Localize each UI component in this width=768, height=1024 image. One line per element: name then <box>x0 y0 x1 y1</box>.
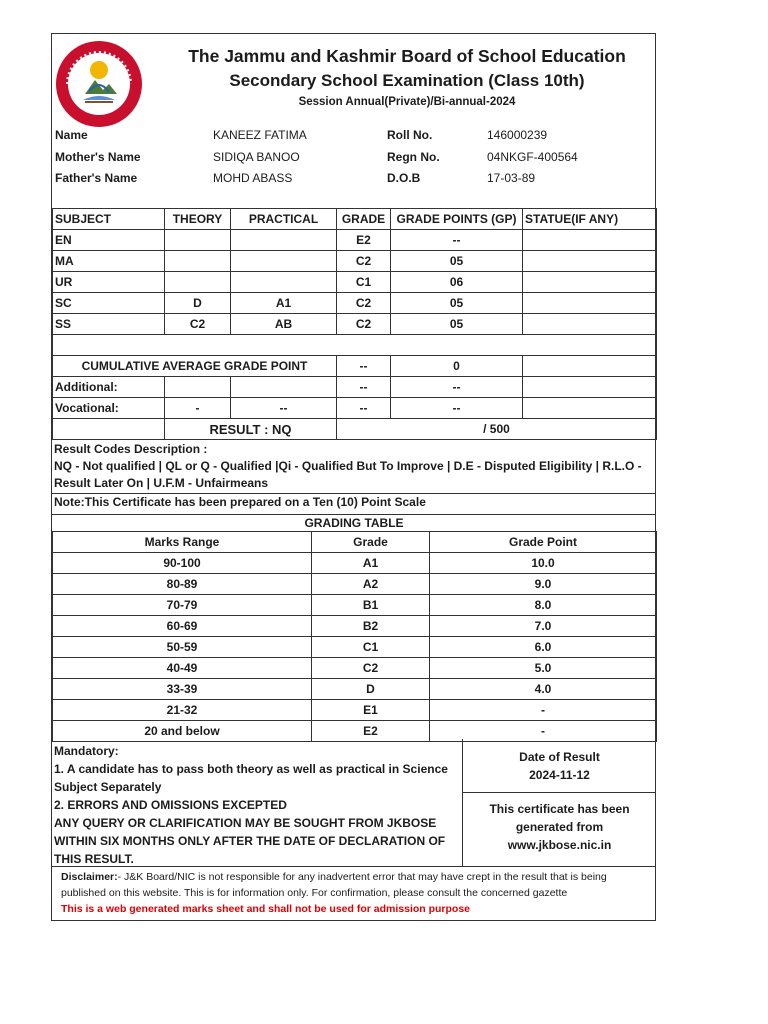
grade-points-cell: 05 <box>391 251 523 272</box>
grade-cell: A2 <box>312 574 430 595</box>
header-status: STATUE(IF ANY) <box>523 209 657 230</box>
mandatory-line4: ANY QUERY OR CLARIFICATION MAY BE SOUGHT FROM JKBOSE <box>54 816 437 830</box>
spacer-row <box>53 335 657 356</box>
marks-range-cell: 21-32 <box>53 700 312 721</box>
point-scale-note: Note:This Certificate has been prepared on a Ten (10) Point Scale <box>52 494 656 515</box>
date-of-result-label: Date of Result <box>519 750 600 764</box>
practical-cell <box>231 251 337 272</box>
regn-value: 04NKGF-400564 <box>487 150 578 164</box>
session-title: Session Annual(Private)/Bi-annual-2024 <box>298 96 516 108</box>
grade-cell: E2 <box>312 721 430 742</box>
result-empty-cell <box>53 419 165 440</box>
disclaimer-section <box>52 866 656 921</box>
status-cell <box>523 251 657 272</box>
grading-table-title: GRADING TABLE <box>304 516 404 530</box>
table-row <box>53 314 657 335</box>
grade-point-cell: 6.0 <box>430 637 657 658</box>
mother-label: Mother's Name <box>55 150 141 164</box>
grade-point-cell: - <box>430 721 657 742</box>
name-value: KANEEZ FATIMA <box>213 128 307 142</box>
grade-cell: C1 <box>312 637 430 658</box>
grade-cell: C2 <box>337 251 391 272</box>
mandatory-title: Mandatory: <box>54 744 119 758</box>
table-row <box>53 595 657 616</box>
table-row <box>53 637 657 658</box>
grade-cell: C2 <box>337 293 391 314</box>
header-grade: Grade <box>312 532 430 553</box>
table-row <box>53 658 657 679</box>
table-row <box>53 616 657 637</box>
table-row <box>53 700 657 721</box>
grade-point-cell: 7.0 <box>430 616 657 637</box>
grade-cell: B1 <box>312 595 430 616</box>
vocational-status <box>523 398 657 419</box>
header-grade-point: Grade Point <box>430 532 657 553</box>
mandatory-line5: WITHIN SIX MONTHS ONLY AFTER THE DATE OF DECLARATION OF <box>54 834 446 848</box>
generated-website: www.jkbose.nic.in <box>507 838 612 852</box>
additional-status <box>523 377 657 398</box>
marks-range-cell: 80-89 <box>53 574 312 595</box>
additional-label: Additional: <box>53 377 165 398</box>
additional-practical <box>231 377 337 398</box>
date-of-result-box <box>462 739 656 793</box>
vocational-row <box>53 398 657 419</box>
father-value: MOHD ABASS <box>213 171 293 185</box>
dob-value: 17-03-89 <box>487 171 536 185</box>
subject-cell: SC <box>53 293 165 314</box>
grade-cell: C1 <box>337 272 391 293</box>
exam-title: Secondary School Examination (Class 10th) <box>229 71 585 90</box>
vocational-label: Vocational: <box>53 398 165 419</box>
theory-cell: D <box>165 293 231 314</box>
grading-header-row <box>53 532 657 553</box>
cagp-value: 0 <box>391 356 523 377</box>
additional-row <box>53 377 657 398</box>
disclaimer-line1: - J&K Board/NIC is not responsible for any inadvertent error that may have crept in the result that is being <box>117 871 607 883</box>
marks-table <box>52 208 657 440</box>
vocational-grade: -- <box>337 398 391 419</box>
result-codes-line2: Result Later On | U.F.M - Unfairmeans <box>54 476 269 490</box>
subject-cell: MA <box>53 251 165 272</box>
mandatory-line2: Subject Separately <box>54 780 162 794</box>
theory-cell <box>165 272 231 293</box>
father-label: Father's Name <box>55 171 138 185</box>
table-row <box>53 293 657 314</box>
practical-cell: A1 <box>231 293 337 314</box>
vocational-theory: - <box>165 398 231 419</box>
grade-points-cell: 05 <box>391 293 523 314</box>
result-total: / 500 <box>337 419 657 440</box>
grade-cell: A1 <box>312 553 430 574</box>
header-grade-points: GRADE POINTS (GP) <box>391 209 523 230</box>
practical-cell <box>231 230 337 251</box>
cagp-label: CUMULATIVE AVERAGE GRADE POINT <box>53 356 337 377</box>
result-codes-section <box>52 438 656 494</box>
subject-cell: SS <box>53 314 165 335</box>
header-grade: GRADE <box>337 209 391 230</box>
result-codes-title: Result Codes Description : <box>54 442 208 456</box>
marks-range-cell: 50-59 <box>53 637 312 658</box>
additional-grade: -- <box>337 377 391 398</box>
marks-range-cell: 40-49 <box>53 658 312 679</box>
generated-from-box <box>462 793 656 866</box>
table-row <box>53 679 657 700</box>
table-row <box>53 251 657 272</box>
dob-label: D.O.B <box>387 171 421 185</box>
grade-point-cell: 9.0 <box>430 574 657 595</box>
mandatory-line3: 2. ERRORS AND OMISSIONS EXCEPTED <box>54 798 287 812</box>
generated-line1: This certificate has been <box>489 802 630 816</box>
marks-range-cell: 90-100 <box>53 553 312 574</box>
result-codes-line1: NQ - Not qualified | QL or Q - Qualified |Qi - Qualified But To Improve | D.E - Disputed Eligibility | R.L.O - <box>54 459 642 473</box>
grading-table <box>52 531 657 742</box>
admission-warning: This is a web generated marks sheet and shall not be used for admission purpose <box>61 903 471 915</box>
board-title: The Jammu and Kashmir Board of School Education <box>188 46 626 66</box>
generated-line2: generated from <box>515 820 604 834</box>
status-cell <box>523 293 657 314</box>
grade-point-cell: 10.0 <box>430 553 657 574</box>
header-marks-range: Marks Range <box>53 532 312 553</box>
marks-range-cell: 70-79 <box>53 595 312 616</box>
status-cell <box>523 230 657 251</box>
cagp-status <box>523 356 657 377</box>
roll-value: 146000239 <box>487 128 548 142</box>
status-cell <box>523 272 657 293</box>
roll-label: Roll No. <box>387 128 433 142</box>
mandatory-line6: THIS RESULT. <box>54 852 134 866</box>
grade-points-cell: -- <box>391 230 523 251</box>
result-row <box>53 419 657 440</box>
vocational-practical: -- <box>231 398 337 419</box>
marks-header-row <box>53 209 657 230</box>
marks-range-cell: 60-69 <box>53 616 312 637</box>
vocational-gp: -- <box>391 398 523 419</box>
marks-range-cell: 20 and below <box>53 721 312 742</box>
mother-value: SIDIQA BANOO <box>213 150 300 164</box>
grade-cell: E1 <box>312 700 430 721</box>
result-status: RESULT : NQ <box>165 419 337 440</box>
additional-gp: -- <box>391 377 523 398</box>
header-practical: PRACTICAL <box>231 209 337 230</box>
grade-point-cell: - <box>430 700 657 721</box>
table-row <box>53 574 657 595</box>
marks-range-cell: 33-39 <box>53 679 312 700</box>
spacer-cell <box>53 335 657 356</box>
theory-cell <box>165 251 231 272</box>
jkbose-seal-logo <box>55 40 143 128</box>
regn-label: Regn No. <box>387 150 440 164</box>
disclaimer-line2: published on this website. This is for information only. For confirmation, please consult the concerned gazette <box>61 887 568 899</box>
practical-cell <box>231 272 337 293</box>
theory-cell: C2 <box>165 314 231 335</box>
additional-theory <box>165 377 231 398</box>
name-label: Name <box>55 128 88 142</box>
grade-cell: E2 <box>337 230 391 251</box>
grade-point-cell: 4.0 <box>430 679 657 700</box>
grade-point-cell: 8.0 <box>430 595 657 616</box>
grade-cell: C2 <box>312 658 430 679</box>
mandatory-section <box>52 739 462 866</box>
cagp-row <box>53 356 657 377</box>
table-row <box>53 553 657 574</box>
mandatory-line1: 1. A candidate has to pass both theory as well as practical in Science <box>54 762 448 776</box>
theory-cell <box>165 230 231 251</box>
header-theory: THEORY <box>165 209 231 230</box>
marks-sheet <box>51 33 656 921</box>
disclaimer-label: Disclaimer: <box>61 871 118 883</box>
table-row <box>53 272 657 293</box>
grade-points-cell: 05 <box>391 314 523 335</box>
table-row <box>53 230 657 251</box>
grade-cell: B2 <box>312 616 430 637</box>
practical-cell: AB <box>231 314 337 335</box>
subject-cell: EN <box>53 230 165 251</box>
status-cell <box>523 314 657 335</box>
grade-point-cell: 5.0 <box>430 658 657 679</box>
subject-cell: UR <box>53 272 165 293</box>
grade-cell: C2 <box>337 314 391 335</box>
cagp-grade: -- <box>337 356 391 377</box>
grade-points-cell: 06 <box>391 272 523 293</box>
grade-cell: D <box>312 679 430 700</box>
header-subject: SUBJECT <box>53 209 165 230</box>
date-of-result-value: 2024-11-12 <box>529 768 590 782</box>
